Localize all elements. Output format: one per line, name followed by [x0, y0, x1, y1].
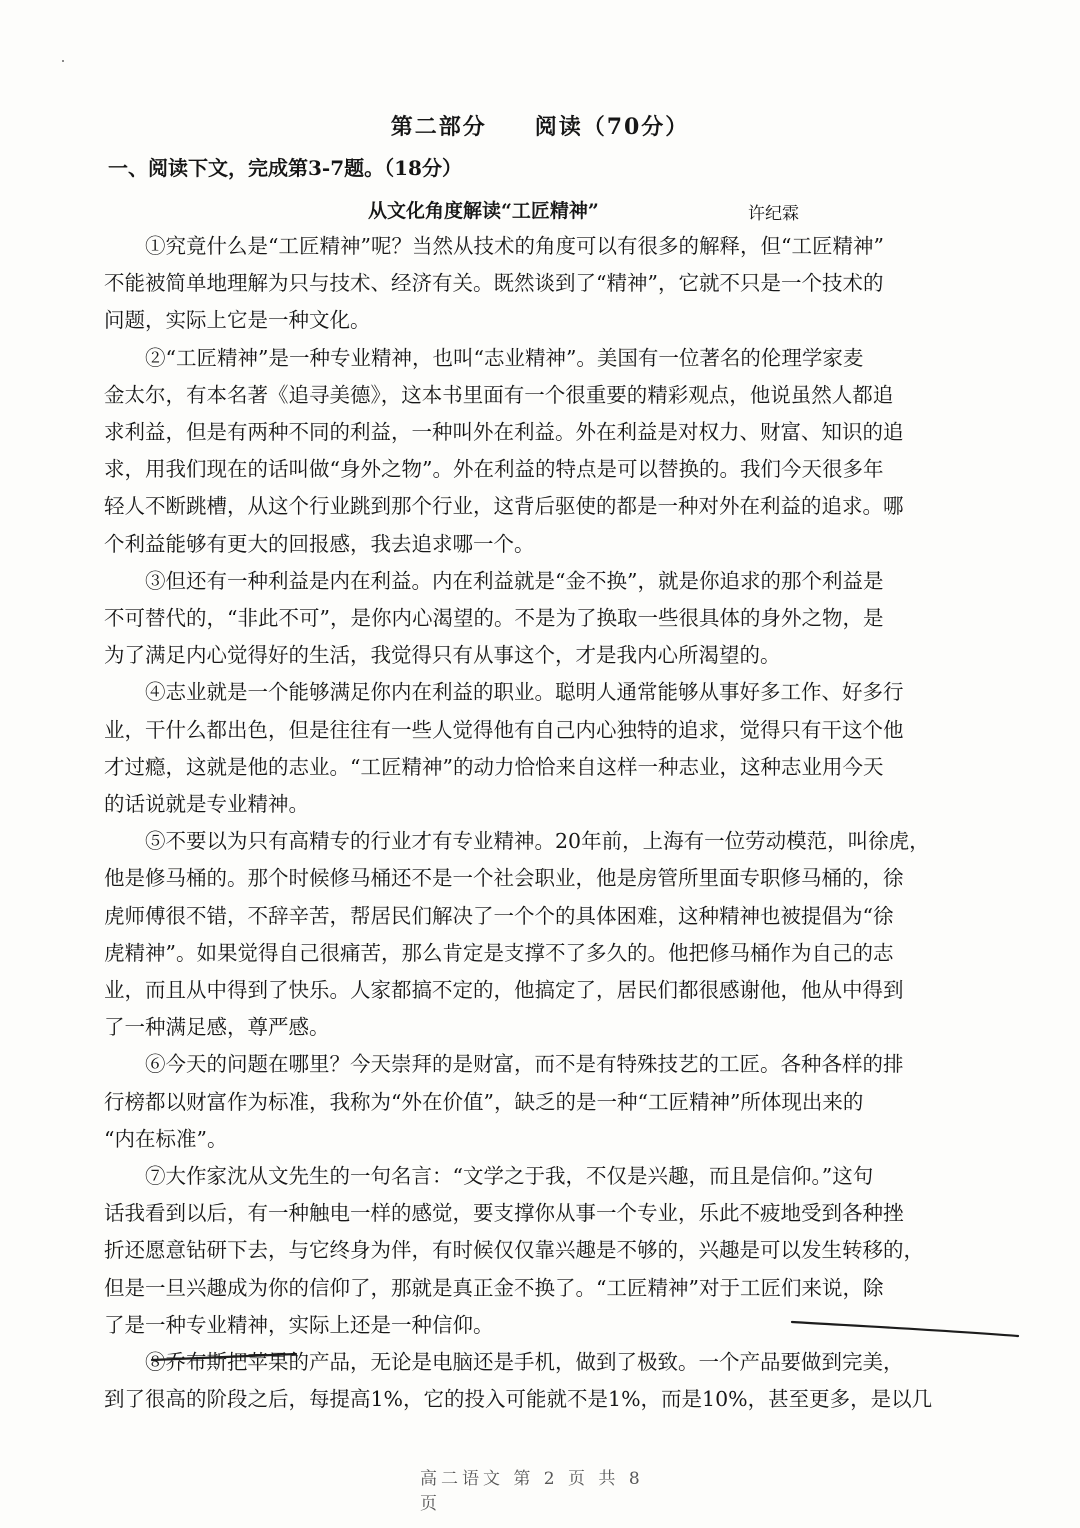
article-author: 许纪霖: [748, 204, 799, 224]
paragraph-6: ⑥今天的问题在哪里？今天崇拜的是财富，而不是有特殊技艺的工匠。各种各样的排 行榜都以财富作为标准，我称为“外在价值”，缺乏的是一种“工匠精神”所体现出来的 “内在标准”。: [104, 1052, 904, 1151]
paragraph-7: ⑦大作家沈从文先生的一句名言：“文学之于我，不仅是兴趣，而且是信仰。”这句 话我看到以后，有一种触电一样的感觉，要支撑你从事一个专业，乐此不疲地受到各种挫 折还愿意钻研下去，与它终身为伴，有时候仅仅靠兴趣是不够的，兴趣是可以发生转移的， 但是一旦兴趣成为你的信仰了，那就是真正金不换了。“工匠精神”对于工匠们来说，除 了是一种专业精神，实际上还是一种信仰。: [104, 1164, 924, 1337]
page-footer: [420, 1458, 660, 1514]
page-footer-text: 高二语文 第 2 页 共 8 页: [420, 1469, 644, 1514]
paragraph-8: ⑧乔布斯把苹果的产品，无论是电脑还是手机，做到了极致。一个产品要做到完美， 到了很高的阶段之后，每提高1%，它的投入可能就不是1%，而是10%，甚至更多，是以几: [104, 1350, 933, 1412]
paragraph-1: ①究竟什么是“工匠精神”呢？当然从技术的角度可以有很多的解释，但“工匠精神” 不能被简单地理解为只与技术、经济有关。既然谈到了“精神”，它就不只是一个技术的 问题，实际上它是一种文化。: [104, 234, 884, 333]
paragraph-3: ③但还有一种利益是内在利益。内在利益就是“金不换”，就是你追求的那个利益是 不可替代的，“非此不可”，是你内心渴望的。不是为了换取一些很具体的身外之物，是 为了满足内心觉得好的生活，我觉得只有从事这个，才是我内心所渴望的。: [104, 568, 884, 668]
article-title: 从文化角度解读“工匠精神”: [368, 200, 599, 222]
paragraph-4: ④志业就是一个能够满足你内在利益的职业。聪明人通常能够从事好多工作、好多行 业，干什么都出色，但是往往有一些人觉得他有自己内心独特的追求，觉得只有干这个他 才过瘾，这就是他的志业。“工匠精神”的动力恰恰来自这样一种志业，这种志业用今天 的话说就是专业精神。: [104, 680, 904, 817]
paragraph-2: ②“工匠精神”是一种专业精神，也叫“志业精神”。美国有一位著名的伦理学家麦 金太尔，有本名著《追寻美德》，这本书里面有一个很重要的精彩观点，他说虽然人都追 求利益，但是有两种不同的利益，一种叫外在利益。外在利益是对权力、财富、知识的追 求，用我们现在的话叫做“身外之物”。外在利益的特点是可以替换的。我们今天很多年 轻人不断跳槽，从这个行业跳到那个行业，这背后驱使的都是一种对外在利益的追求。哪 个利益能够有更大的回报感，我去追求哪一个。: [104, 345, 904, 556]
question-header: 一、阅读下文，完成第3-7题。（18分）: [108, 156, 462, 180]
section-title: 第二部分 阅读（70分）: [390, 114, 690, 140]
article-body: [104, 228, 976, 1418]
paragraph-5: ⑤不要以为只有高精专的行业才有专业精神。20年前，上海有一位劳动模范，叫徐虎， 他是修马桶的。那个时候修马桶还不是一个社会职业，他是房管所里面专职修马桶的，徐 虎师傅很不错，不辞辛苦，帮居民们解决了一个个的具体困难，这种精神也被提倡为“徐 虎精神”。如果觉得自己很痛苦，那么肯定是支撑不了多久的。他把修马桶作为自己的志 业，而且从中得到了快乐。人家都搞不定的，他搞定了，居民们都很感谢他，他从中得到 了一种满足感，尊严感。: [104, 829, 930, 1040]
scan-speck: [62, 60, 64, 62]
